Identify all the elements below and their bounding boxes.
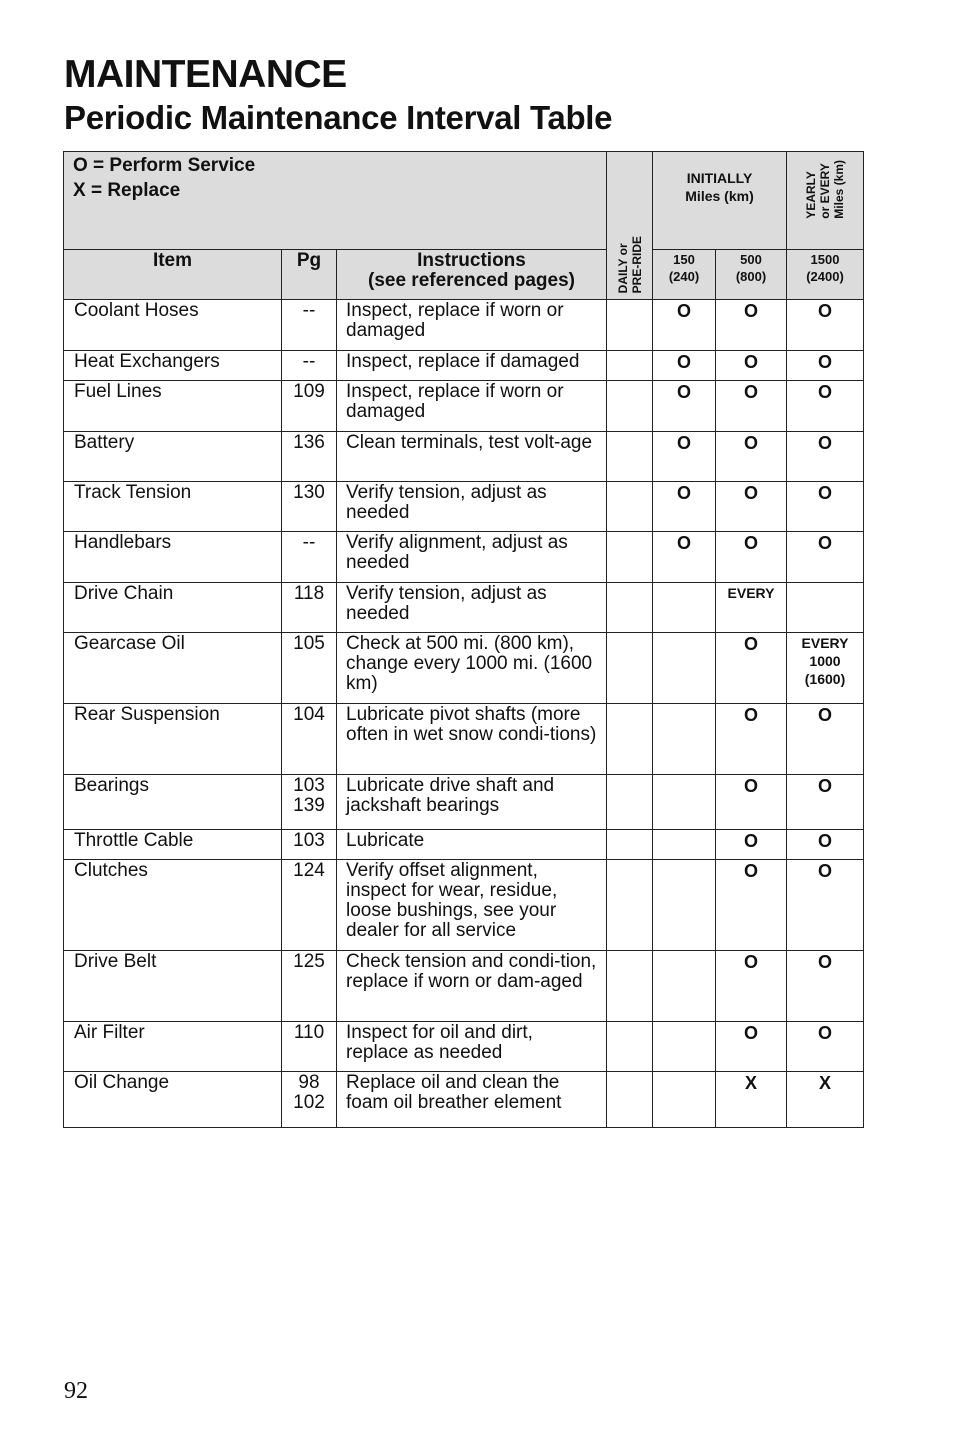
instructions-cell: Verify tension, adjust as needed (337, 482, 607, 532)
daily-cell (607, 532, 653, 583)
daily-cell (607, 633, 653, 704)
m150-cell (653, 583, 716, 633)
daily-cell (607, 432, 653, 482)
page-ref-cell (282, 633, 337, 704)
item-cell: Gearcase Oil (64, 633, 282, 704)
instructions-cell: Lubricate pivot shafts (more often in wet snow condi-tions) (337, 704, 607, 775)
page-ref: 104 (293, 704, 325, 725)
item-cell: Rear Suspension (64, 704, 282, 775)
table-row (64, 775, 864, 830)
daily-cell (607, 482, 653, 532)
page-ref: 110 (293, 1022, 325, 1043)
legend-replace: X = Replace (73, 180, 181, 201)
daily-cell (607, 300, 653, 351)
page-ref-cell (282, 532, 337, 583)
table-row (64, 482, 864, 532)
yearly-cell: O (787, 482, 864, 532)
yearly-header (787, 152, 864, 250)
daily-header-label: DAILY or PRE-RIDE (615, 235, 644, 293)
page-ref: -- (302, 532, 316, 553)
instructions-cell: Clean terminals, test volt-age (337, 432, 607, 482)
yearly-cell: O (787, 830, 864, 860)
m150-cell (653, 1072, 716, 1128)
m500-cell: O (716, 775, 787, 830)
yearly-header-label: YEARLY or EVERY Miles (km) (804, 160, 846, 219)
m150-cell (653, 951, 716, 1022)
table-row (64, 1072, 864, 1128)
yearly-cell: O (787, 381, 864, 432)
table-body (64, 300, 864, 1128)
page-ref-cell (282, 381, 337, 432)
table-row (64, 583, 864, 633)
daily-cell (607, 351, 653, 381)
m500-cell: O (716, 1022, 787, 1072)
table-row (64, 830, 864, 860)
table-row (64, 351, 864, 381)
legend-row (64, 152, 864, 250)
table-row (64, 860, 864, 951)
initially-header: INITIALLY Miles (km) (653, 152, 787, 250)
item-cell: Drive Chain (64, 583, 282, 633)
table-row (64, 704, 864, 775)
m150-cell: O (653, 432, 716, 482)
daily-cell (607, 381, 653, 432)
column-header-row (64, 250, 864, 300)
m1500-header: 1500 (2400) (787, 250, 864, 300)
page-ref: 139 (293, 795, 325, 816)
item-cell: Drive Belt (64, 951, 282, 1022)
yearly-cell: O (787, 775, 864, 830)
table-row (64, 1022, 864, 1072)
daily-cell (607, 830, 653, 860)
pg-header: Pg (282, 250, 337, 300)
instructions-cell: Replace oil and clean the foam oil breather element (337, 1072, 607, 1128)
page-ref: 109 (293, 381, 325, 402)
maintenance-interval-table (63, 151, 864, 1128)
page-ref-cell (282, 482, 337, 532)
m150-cell: O (653, 300, 716, 351)
m500-cell: O (716, 860, 787, 951)
table-row (64, 633, 864, 704)
yearly-cell: O (787, 532, 864, 583)
m150-cell (653, 830, 716, 860)
m150-cell (653, 704, 716, 775)
yearly-cell: O (787, 951, 864, 1022)
page-ref-cell (282, 860, 337, 951)
yearly-cell: O (787, 704, 864, 775)
page-ref-cell (282, 951, 337, 1022)
page-ref: 103 (293, 775, 325, 796)
m150-cell: O (653, 482, 716, 532)
m500-header: 500 (800) (716, 250, 787, 300)
daily-cell (607, 860, 653, 951)
yearly-cell: O (787, 300, 864, 351)
item-cell: Air Filter (64, 1022, 282, 1072)
page-ref: 105 (293, 633, 325, 654)
instructions-cell: Verify offset alignment, inspect for wear, residue, loose bushings, see your dealer for all service (337, 860, 607, 951)
yearly-cell (787, 583, 864, 633)
yearly-cell: O (787, 1022, 864, 1072)
m500-cell: EVERY (716, 583, 787, 633)
instructions-cell: Verify tension, adjust as needed (337, 583, 607, 633)
m150-cell (653, 775, 716, 830)
page-ref: 130 (293, 482, 325, 503)
item-cell: Coolant Hoses (64, 300, 282, 351)
m500-cell: O (716, 951, 787, 1022)
legend-perform: O = Perform Service (73, 155, 256, 176)
page-ref-cell (282, 1072, 337, 1128)
m500-cell: O (716, 300, 787, 351)
page-ref-cell (282, 1022, 337, 1072)
instructions-cell: Check tension and condi-tion, replace if worn or dam-aged (337, 951, 607, 1022)
m150-cell: O (653, 381, 716, 432)
item-cell: Bearings (64, 775, 282, 830)
m150-cell: O (653, 532, 716, 583)
m150-cell: O (653, 351, 716, 381)
daily-cell (607, 1072, 653, 1128)
table-row (64, 951, 864, 1022)
instructions-cell: Verify alignment, adjust as needed (337, 532, 607, 583)
m500-cell: O (716, 633, 787, 704)
item-cell: Track Tension (64, 482, 282, 532)
yearly-cell: X (787, 1072, 864, 1128)
daily-cell (607, 1022, 653, 1072)
instructions-cell: Inspect, replace if worn or damaged (337, 300, 607, 351)
page-ref: 103 (293, 830, 325, 851)
table-row (64, 300, 864, 351)
table-row (64, 432, 864, 482)
page-ref: -- (302, 300, 316, 321)
yearly-cell: O (787, 432, 864, 482)
page-ref-cell (282, 704, 337, 775)
page-ref: 118 (293, 583, 325, 604)
item-cell: Fuel Lines (64, 381, 282, 432)
daily-cell (607, 775, 653, 830)
instructions-cell: Lubricate drive shaft and jackshaft bearings (337, 775, 607, 830)
page-ref: 136 (293, 432, 325, 453)
item-cell: Heat Exchangers (64, 351, 282, 381)
instructions-cell: Inspect, replace if damaged (337, 351, 607, 381)
m150-cell (653, 860, 716, 951)
table-row (64, 532, 864, 583)
daily-cell (607, 583, 653, 633)
m500-cell: X (716, 1072, 787, 1128)
m500-cell: O (716, 381, 787, 432)
item-header: Item (64, 250, 282, 300)
item-cell: Handlebars (64, 532, 282, 583)
m500-cell: O (716, 830, 787, 860)
item-cell: Battery (64, 432, 282, 482)
table-row (64, 381, 864, 432)
yearly-cell: O (787, 351, 864, 381)
m500-cell: O (716, 704, 787, 775)
instructions-cell: Lubricate (337, 830, 607, 860)
page-ref-cell (282, 432, 337, 482)
m500-cell: O (716, 482, 787, 532)
item-cell: Throttle Cable (64, 830, 282, 860)
table-title: Periodic Maintenance Interval Table (64, 99, 613, 136)
page-ref: 125 (293, 951, 325, 972)
item-cell: Oil Change (64, 1072, 282, 1128)
page-ref: 102 (293, 1092, 325, 1113)
m500-cell: O (716, 351, 787, 381)
instructions-cell: Inspect, replace if worn or damaged (337, 381, 607, 432)
page-ref-cell (282, 583, 337, 633)
m500-cell: O (716, 532, 787, 583)
instructions-cell: Inspect for oil and dirt, replace as needed (337, 1022, 607, 1072)
daily-header (607, 152, 653, 300)
daily-cell (607, 951, 653, 1022)
page-ref: -- (302, 351, 316, 372)
instructions-header: Instructions (see referenced pages) (337, 250, 607, 300)
page-ref: 124 (293, 860, 325, 881)
yearly-cell: EVERY 1000 (1600) (787, 633, 864, 704)
legend (64, 152, 607, 250)
instructions-cell: Check at 500 mi. (800 km), change every 1000 mi. (1600 km) (337, 633, 607, 704)
m500-cell: O (716, 432, 787, 482)
section-title: MAINTENANCE (64, 53, 347, 96)
m150-header: 150 (240) (653, 250, 716, 300)
m150-cell (653, 633, 716, 704)
page-ref-cell (282, 300, 337, 351)
page-ref-cell (282, 830, 337, 860)
item-cell: Clutches (64, 860, 282, 951)
yearly-cell: O (787, 860, 864, 951)
page-number: 92 (64, 1378, 88, 1404)
page-ref-cell (282, 351, 337, 381)
page-ref: 98 (298, 1072, 320, 1093)
daily-cell (607, 704, 653, 775)
m150-cell (653, 1022, 716, 1072)
page-ref-cell (282, 775, 337, 830)
